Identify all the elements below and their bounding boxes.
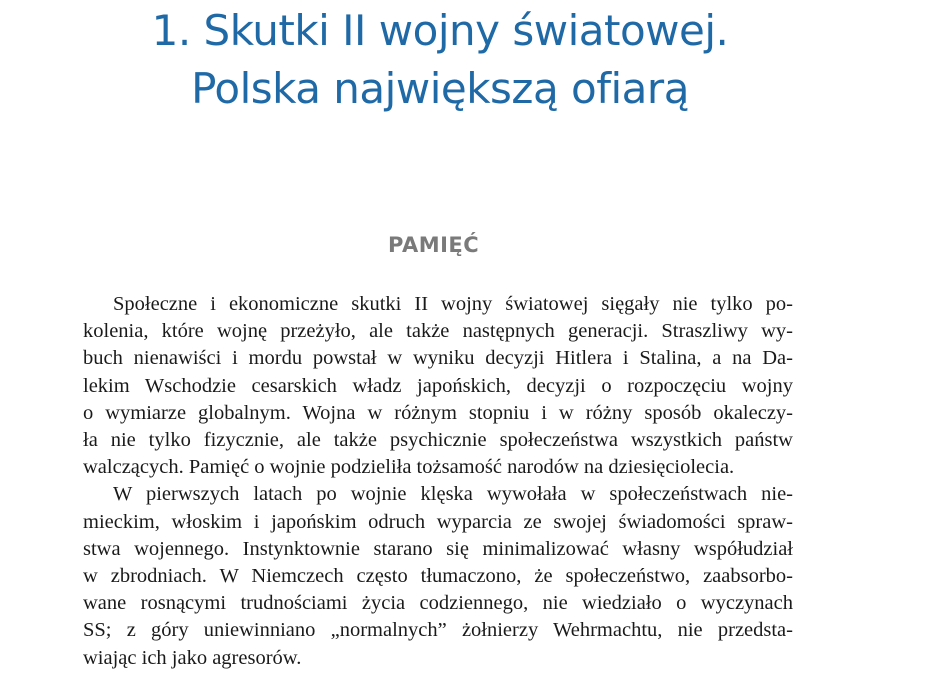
section-heading: PAMIĘĆ: [388, 233, 480, 257]
chapter-title-line-2: Polska największą ofiarą: [191, 64, 689, 113]
paragraph-2-line: wane rosnącymi trudnościami życia codziennego, nie wiedziało o wyczynach: [83, 592, 793, 615]
body-text: [83, 291, 793, 672]
paragraph-1-line: ła nie tylko fizycznie, ale także psychicznie społeczeństwa wszystkich państw: [83, 429, 793, 452]
paragraph-1-line: kolenia, które wojnę przeżyło, ale także następnych generacji. Straszliwy wy-: [83, 320, 793, 343]
paragraph-2-line: W pierwszych latach po wojnie klęska wywołała w społeczeństwach nie-: [113, 483, 793, 506]
chapter-title-line-1: 1. Skutki II wojny światowej.: [151, 6, 729, 55]
paragraph-2-line: mieckim, włoskim i japońskim odruch wyparcia ze swojej świadomości spraw-: [83, 510, 793, 533]
paragraph-2-line: wiając ich jako agresorów.: [83, 646, 302, 669]
paragraph-1-line: walczących. Pamięć o wojnie podzieliła tożsamość narodów na dziesięciolecia.: [83, 456, 735, 479]
paragraph-1-line: buch nienawiści i mordu powstał w wyniku decyzji Hitlera i Stalina, a na Da-: [83, 347, 793, 370]
paragraph-1-line: o wymiarze globalnym. Wojna w różnym stopniu i w różny sposób okaleczy-: [83, 401, 793, 424]
paragraph-2-line: SS; z góry uniewinniano „normalnych” żołnierzy Wehrmachtu, nie przedsta-: [83, 619, 793, 642]
paragraph-2-line: stwa wojennego. Instynktownie starano się minimalizować własny współudział: [83, 537, 793, 560]
paragraph-1-line: lekim Wschodzie cesarskich władz japońskich, decyzji o rozpoczęciu wojny: [83, 374, 793, 397]
chapter-title: [0, 2, 880, 118]
paragraph-1-line: Społeczne i ekonomiczne skutki II wojny światowej sięgały nie tylko po-: [113, 293, 793, 315]
paragraph-2-line: w zbrodniach. W Niemczech często tłumaczono, że społeczeństwo, zaabsorbo-: [83, 565, 793, 588]
